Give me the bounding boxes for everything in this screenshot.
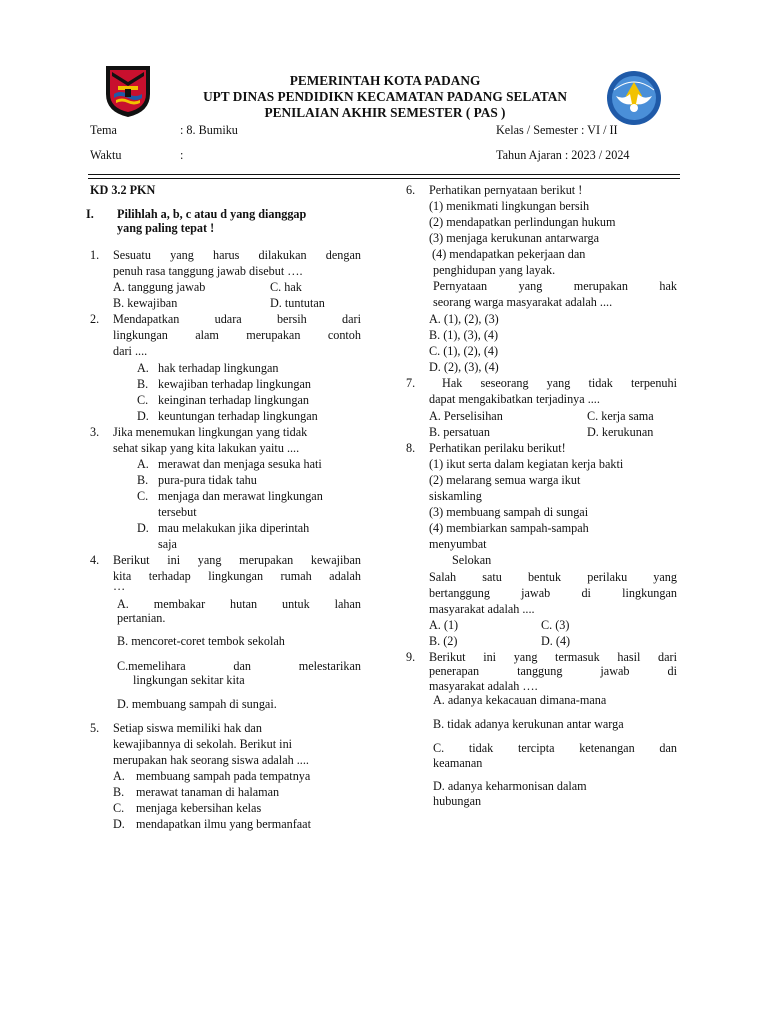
statement-2-cont: siskamling (429, 489, 482, 503)
statement-2: (2) mendapatkan perlindungan hukum (429, 215, 616, 229)
option-c-cont: tersebut (158, 505, 197, 519)
option-d-cont: saja (158, 537, 177, 551)
question-number: 5. (90, 721, 100, 735)
option-b: pura-pura tidak tahu (158, 473, 257, 487)
question-text: Hak seseorang yang tidak terpenuhi (433, 376, 677, 390)
question-number: 1. (90, 248, 100, 262)
option-c: keinginan terhadap lingkungan (158, 393, 309, 407)
option-c: C. (3) (541, 618, 570, 632)
kelas-semester: Kelas / Semester : VI / II (496, 123, 618, 137)
statement-3: (3) menjaga kerukunan antarwarga (429, 231, 599, 245)
question-text: penuh rasa tanggung jawab disebut …. (113, 264, 303, 278)
word: bersih (276, 312, 307, 326)
tahun-ajaran: Tahun Ajaran : 2023 / 2024 (496, 148, 630, 162)
tema-label: Tema (90, 123, 117, 137)
question-number: 4. (90, 553, 100, 567)
option-d: D. (2), (3), (4) (429, 360, 499, 374)
question-text: Perhatikan pernyataan berikut ! (429, 183, 583, 197)
question-text: penerapan tanggung jawab di (429, 664, 677, 678)
option-a: membuang sampah pada tempatnya (136, 769, 311, 783)
option-d: D. adanya keharmonisan dalam (433, 779, 587, 793)
question-text: Perhatikan perilaku berikut! (429, 441, 566, 455)
option-c: C. (1), (2), (4) (429, 344, 499, 358)
question-text: sehat sikap yang kita lakukan yaitu .... (113, 441, 300, 455)
option-c: C. tidak tercipta ketenangan dan (433, 741, 677, 755)
option-c: C.memelihara dan melestarikan (117, 659, 361, 673)
option-d: D. (4) (541, 634, 571, 648)
question-text: Berikut ini yang termasuk hasil dari (429, 650, 677, 664)
question-text: merupakan hak seorang siswa adalah .... (113, 753, 309, 767)
word: dari (342, 312, 361, 326)
option-d: D. tuntutan (270, 296, 325, 310)
word: Mendapatkan (113, 312, 180, 326)
instruction-line-1: Pilihlah a, b, c atau d yang dianggap (117, 207, 307, 221)
kd-heading: KD 3.2 PKN (90, 183, 156, 197)
option-a: A. adanya kekacauan dimana-mana (433, 693, 607, 707)
option-b: B. persatuan (429, 425, 490, 439)
exam-page: PEMERINTAH KOTA PADANG UPT DINAS PENDIDIKN KECAMATAN PADANG SELATAN PENILAIAN AKHIR SEMESTER ( PAS ) Tema : 8. Bumiku Kelas / Semester : VI / II Waktu : Tahun Ajaran : 2023 / 2024 KD 3.2 PKN I. Pilihlah a, b, c atau d yang dianggap yang paling tepat ! 1. Sesuatu yang harus dilakukan dengan penuh rasa tanggung jawab disebut …. A. tanggung jawab C. hak B. kewajiban D. tuntutan 2. Mendapatkan udara bersih dari lingkungan alam merupakan contoh dari .... A. hak terhadap lingkungan B. kewajiban terhadap lingkungan C. keinginan terhadap lingkungan D. keuntungan terhadap lingkungan 3. Jika menemukan lingkungan yang tidak sehat sikap yang kita lakukan yaitu .... A. merawat dan menjaga sesuka hati B. pura-pura tidak tahu C. menjaga dan merawat lingkungan tersebut D. mau melakukan jika diperintah saja 4. Berikut ini yang merupakan kewajiban kita terhadap lingkungan rumah adalah … A. membakar hutan untuk lahan pertanian. B. mencoret-coret tembok sekolah C.memelihara dan melestarikan lingkungan sekitar kita D. membuang sampah di sungai. 5. Setiap siswa memiliki hak dan kewajibannya di sekolah. Berikut ini merupakan hak seorang siswa adalah .... A. membuang sampah pada tempatnya B. merawat tanaman di halaman C. menjaga kebersihan kelas D. mendapatkan ilmu yang bermanfaat 6. Perhatikan pernyataan berikut ! (1) menikmati lingkungan bersih (2) mendapatkan perlindungan hukum (3) menjaga kerukunan antarwarga (4) mendapatkan pekerjaan dan penghidupan yang layak. Pernyataan yang merupakan hak seorang warga masyarakat adalah .... A. (1), (2), (3) B. (1), (3), (4) C. (1), (2), (4) D. (2), (3), (4) 7. Hak seseorang yang tidak terpenuhi dapat mengakibatkan terjadinya .... A. Perselisihan C. kerja sama B. persatuan D. kerukunan 8. Perhatikan perilaku berikut! (1) ikut serta dalam kegiatan kerja bakti (2) melarang semua warga ikut siskamling (3) membuang sampah di sungai (4) membiarkan sampah-sampah menyumbat Selokan Salah satu bentuk perilaku yang bertanggung jawab di lingkungan masyarakat adalah .... A. (1) C. (3) B. (2) D. (4) 9. Berikut ini yang termasuk hasil dari penerapan tanggung jawab di masyarakat adalah …. A. adanya kekacauan dimana-mana B. tidak adanya kerukunan antar warga C. tidak tercipta ketenangan dan keamanan D. adanya keharmonisan dalam hubungan (0, 0, 768, 1024)
statement-1: (1) ikut serta dalam kegiatan kerja bakti (429, 457, 624, 471)
question-text: Berikut ini yang merupakan kewajiban (113, 553, 361, 567)
header-line-3: PENILAIAN AKHIR SEMESTER ( PAS ) (264, 105, 506, 120)
option-c: C. kerja sama (587, 409, 654, 423)
statement-2: (2) melarang semua warga ikut (429, 473, 581, 487)
question-prompt: Pernyataan yang merupakan hak (433, 279, 677, 293)
instruction-line-2: yang paling tepat ! (117, 221, 215, 235)
option-b: merawat tanaman di halaman (136, 785, 280, 799)
option-b: B. (1), (3), (4) (429, 328, 499, 342)
option-d: mendapatkan ilmu yang bermanfaat (136, 817, 311, 831)
option-a: A. tanggung jawab (113, 280, 206, 294)
option-d: D. membuang sampah di sungai. (117, 697, 277, 711)
question-prompt: bertanggung jawab di lingkungan (429, 586, 677, 600)
option-a: merawat dan menjaga sesuka hati (158, 457, 322, 471)
question-prompt: masyarakat adalah .... (429, 602, 535, 616)
statement-4-cont: menyumbat (429, 537, 487, 551)
option-d: mau melakukan jika diperintah (158, 521, 310, 535)
header-divider-top (88, 174, 680, 175)
statement-3: (3) membuang sampah di sungai (429, 505, 589, 519)
question-text: kewajibannya di sekolah. Berikut ini (113, 737, 293, 751)
word: udara (214, 312, 242, 326)
question-text: dapat mengakibatkan terjadinya .... (429, 392, 600, 406)
statement-4-cont: Selokan (452, 553, 492, 567)
question-prompt: seorang warga masyarakat adalah .... (433, 295, 613, 309)
option-a: A. (1) (429, 618, 459, 632)
question-text: dari .... (113, 344, 148, 358)
section-roman-numeral: I. (86, 207, 94, 221)
question-text: Setiap siswa memiliki hak dan (113, 721, 262, 735)
option-b: B. tidak adanya kerukunan antar warga (433, 717, 624, 731)
option-a-cont: pertanian. (117, 611, 166, 625)
header-line-1: PEMERINTAH KOTA PADANG (289, 73, 481, 88)
option-c: C. hak (270, 280, 302, 294)
option-d: keuntungan terhadap lingkungan (158, 409, 318, 423)
question-number: 9. (406, 650, 416, 664)
statement-4-cont: penghidupan yang layak. (433, 263, 556, 277)
question-text: Sesuatu yang harus dilakukan dengan (113, 248, 361, 262)
option-a: A. Perselisihan (429, 409, 503, 423)
padang-crest-logo (104, 64, 152, 118)
option-d-cont: hubungan (433, 794, 482, 808)
option-a: A. membakar hutan untuk lahan (117, 597, 361, 611)
question-prompt: Salah satu bentuk perilaku yang (429, 570, 677, 584)
option-b: B. (2) (429, 634, 458, 648)
question-text: masyarakat adalah …. (429, 679, 538, 693)
statement-4: (4) mendapatkan pekerjaan dan (429, 247, 586, 261)
question-number: 3. (90, 425, 100, 439)
waktu-label: Waktu (90, 148, 122, 162)
question-text: … (113, 579, 126, 593)
question-number: 8. (406, 441, 416, 455)
header-line-2: UPT DINAS PENDIDIKN KECAMATAN PADANG SELATAN (203, 89, 567, 104)
option-c: menjaga dan merawat lingkungan (158, 489, 323, 503)
option-b: kewajiban terhadap lingkungan (158, 377, 311, 391)
option-c-cont: lingkungan sekitar kita (133, 673, 245, 687)
option-a: A. (1), (2), (3) (429, 312, 499, 326)
option-c: menjaga kebersihan kelas (136, 801, 262, 815)
tema-value: : 8. Bumiku (180, 123, 238, 137)
statement-1: (1) menikmati lingkungan bersih (429, 199, 590, 213)
option-b: B. mencoret-coret tembok sekolah (117, 634, 285, 648)
header-divider-bottom (88, 178, 680, 179)
question-text: lingkungan alam merupakan contoh (113, 328, 361, 342)
question-number: 6. (406, 183, 416, 197)
option-b: B. kewajiban (113, 296, 178, 310)
question-text (113, 311, 361, 327)
option-a: hak terhadap lingkungan (158, 361, 279, 375)
waktu-value: : (180, 148, 184, 162)
question-text: kita terhadap lingkungan rumah adalah (113, 569, 361, 583)
question-number: 7. (406, 376, 416, 390)
statement-4: (4) membiarkan sampah-sampah (429, 521, 589, 535)
question-number: 2. (90, 312, 100, 326)
option-d: D. kerukunan (587, 425, 654, 439)
option-c-cont: keamanan (433, 756, 483, 770)
question-text: Jika menemukan lingkungan yang tidak (113, 425, 308, 439)
